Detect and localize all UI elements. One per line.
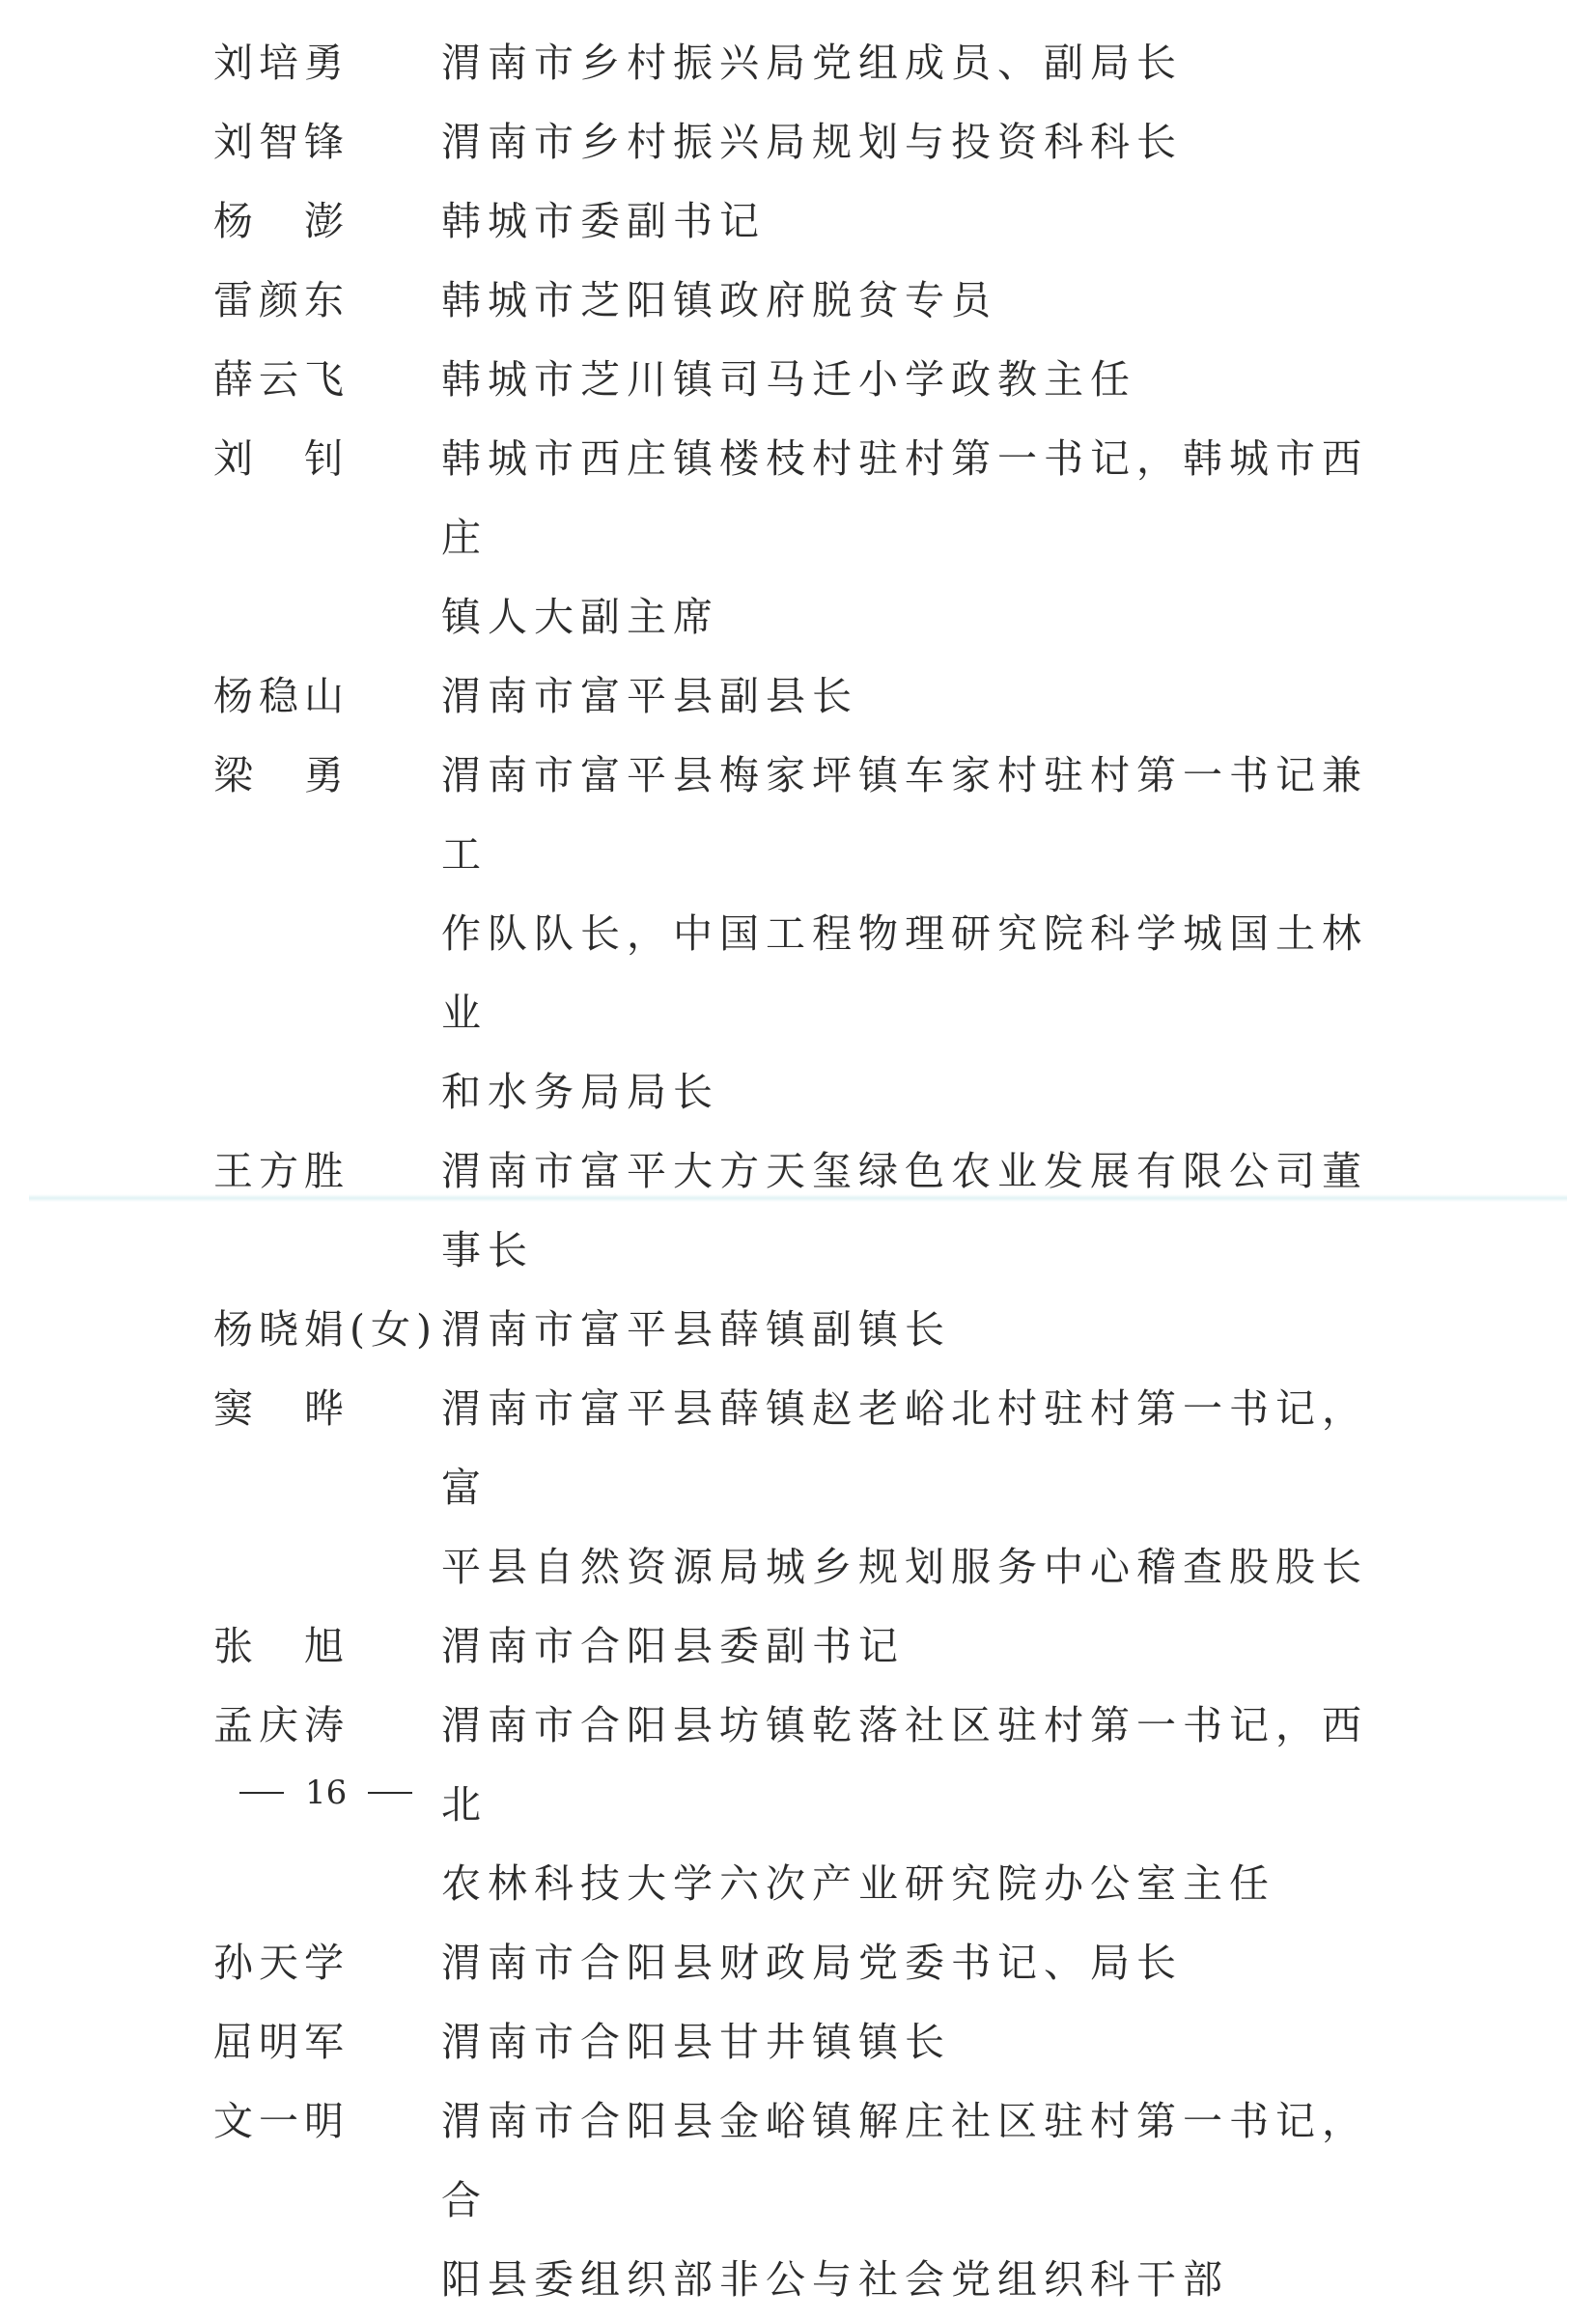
person-title: 渭南市合阳县委副书记 bbox=[441, 1623, 905, 1669]
list-item bbox=[0, 657, 1596, 736]
person-title: 韩城市芝川镇司马迁小学政教主任 bbox=[441, 356, 1136, 403]
person-title: 渭南市合阳县坊镇乾落社区驻村第一书记，西北 农林科技大学六次产业研究院办公室主任 bbox=[441, 1702, 1368, 1907]
person-title: 渭南市富平大方天玺绿色农业发展有限公司董事长 bbox=[441, 1148, 1368, 1273]
list-item bbox=[0, 736, 1596, 1132]
list-item bbox=[0, 1132, 1596, 1290]
person-name: 王方胜 bbox=[213, 1148, 350, 1194]
list-item bbox=[0, 182, 1596, 261]
person-title: 韩城市西庄镇楼枝村驻村第一书记，韩城市西庄 镇人大副主席 bbox=[441, 435, 1368, 640]
person-name: 雷颜东 bbox=[213, 277, 350, 323]
person-title: 渭南市富平县梅家坪镇车家村驻村第一书记兼工 作队队长，中国工程物理研究院科学城国土林业 和水务局局长 bbox=[441, 752, 1368, 1115]
person-title: 韩城市委副书记 bbox=[441, 198, 766, 244]
list-item bbox=[0, 1290, 1596, 1369]
honoree-list bbox=[0, 23, 1596, 2319]
person-name: 窦 晔 bbox=[213, 1385, 350, 1432]
list-item bbox=[0, 419, 1596, 657]
person-name: 刘 钊 bbox=[213, 435, 350, 482]
list-item bbox=[0, 340, 1596, 419]
page-number: 16 bbox=[305, 1774, 348, 1812]
list-item bbox=[0, 2082, 1596, 2319]
list-item bbox=[0, 261, 1596, 340]
person-name: 屈明军 bbox=[213, 2019, 350, 2065]
person-title: 渭南市合阳县财政局党委书记、局长 bbox=[441, 1940, 1183, 1986]
person-title: 渭南市富平县薛镇赵老峪北村驻村第一书记，富 平县自然资源局城乡规划服务中心稽查股股长 bbox=[441, 1385, 1368, 1590]
person-title: 韩城市芝阳镇政府脱贫专员 bbox=[441, 277, 997, 323]
person-name: 杨晓娟(女) bbox=[213, 1306, 437, 1353]
person-title: 渭南市富平县薛镇副镇长 bbox=[441, 1306, 951, 1353]
list-item bbox=[0, 1369, 1596, 1607]
list-item bbox=[0, 23, 1596, 102]
list-item bbox=[0, 1923, 1596, 2002]
list-item bbox=[0, 1607, 1596, 1686]
person-title: 渭南市合阳县甘井镇镇长 bbox=[441, 2019, 951, 2065]
person-name: 文一明 bbox=[213, 2098, 350, 2144]
person-name: 刘培勇 bbox=[213, 40, 350, 86]
person-name: 刘智锋 bbox=[213, 119, 350, 165]
person-name: 薛云飞 bbox=[213, 356, 350, 403]
person-title: 渭南市乡村振兴局党组成员、副局长 bbox=[441, 40, 1183, 86]
list-item bbox=[0, 102, 1596, 182]
person-title: 渭南市乡村振兴局规划与投资科科长 bbox=[441, 119, 1183, 165]
person-name: 孟庆涛 bbox=[213, 1702, 350, 1748]
footer-dash-right bbox=[368, 1792, 412, 1794]
person-name: 杨 澎 bbox=[213, 198, 350, 244]
person-name: 孙天学 bbox=[213, 1940, 350, 1986]
person-name: 张 旭 bbox=[213, 1623, 350, 1669]
footer-dash-left bbox=[239, 1792, 284, 1794]
list-item bbox=[0, 2002, 1596, 2082]
page-footer bbox=[239, 1772, 412, 1814]
person-name: 杨稳山 bbox=[213, 673, 350, 719]
person-title: 渭南市合阳县金峪镇解庄社区驻村第一书记，合 阳县委组织部非公与社会党组织科干部 bbox=[441, 2098, 1368, 2303]
person-title: 渭南市富平县副县长 bbox=[441, 673, 858, 719]
person-name: 梁 勇 bbox=[213, 752, 350, 798]
